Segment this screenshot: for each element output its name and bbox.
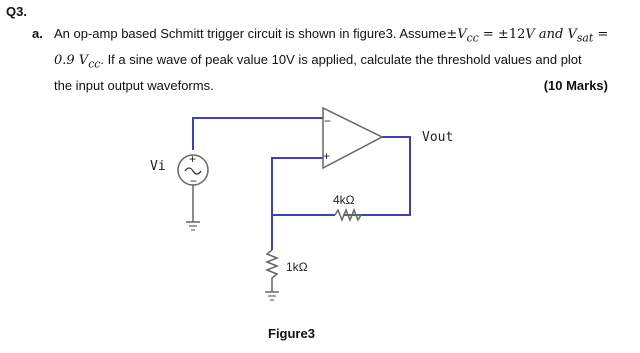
question-number: Q3.	[6, 4, 27, 19]
wire-input	[193, 118, 323, 150]
op-amp	[323, 108, 382, 168]
figure-caption: Figure3	[268, 326, 315, 341]
vsat-value: 0.9 $V_{cc}$	[54, 53, 101, 71]
marks-label: (10 Marks)	[543, 78, 608, 93]
opamp-plus-sign: +	[323, 149, 331, 163]
feedback-resistor-icon	[335, 210, 361, 220]
vcc-assumption: $\pm V_{cc} = \pm 12V$ and $V_{sat}$ =	[446, 27, 609, 45]
opamp-minus-sign: −	[324, 114, 332, 128]
vin-label: Vi	[150, 159, 166, 174]
ground-resistor-icon	[267, 250, 277, 292]
source-minus-sign: −	[190, 174, 198, 188]
vout-label: Vout	[422, 130, 454, 145]
question-line-3: the input output waveforms.	[54, 78, 214, 93]
voltage-source	[178, 155, 208, 230]
ground-resistor-label: 1kΩ	[286, 260, 308, 274]
feedback-resistor-label: 4kΩ	[333, 193, 355, 207]
question-line-2-text: . If a sine wave of peak value 10V is applied, calculate the threshold values and plot	[100, 52, 582, 67]
source-plus-sign: +	[189, 152, 197, 166]
question-part: a.	[32, 26, 43, 41]
ground-icon	[265, 292, 279, 300]
question-line-1-text: An op-amp based Schmitt trigger circuit is shown in figure3. Assume	[54, 26, 447, 41]
